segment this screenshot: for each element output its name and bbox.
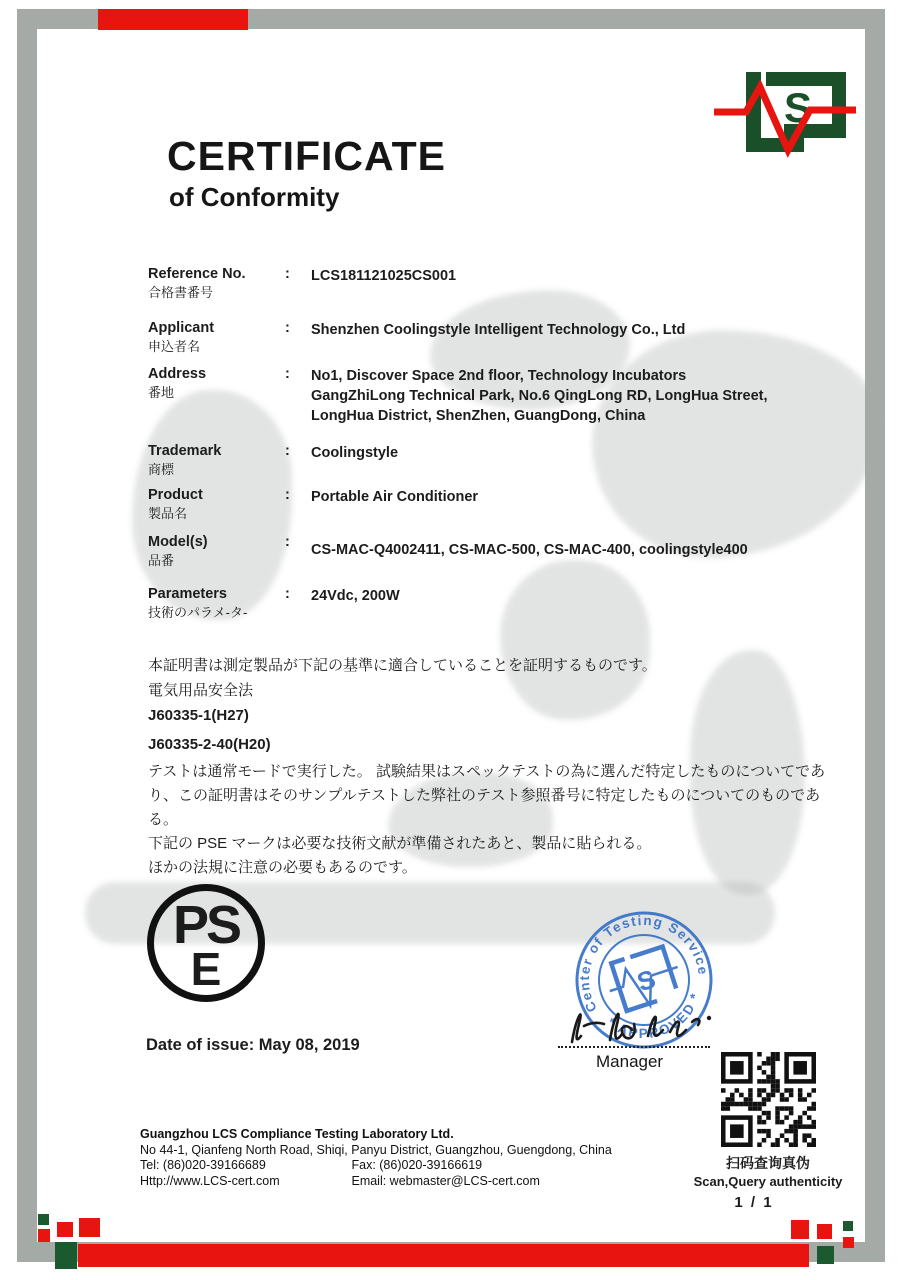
footer-web-email <box>140 1174 612 1190</box>
field-trademark <box>148 443 838 478</box>
certificate-title: CERTIFICATE <box>167 133 447 179</box>
signature-line <box>558 1046 710 1048</box>
colon: : <box>285 266 290 282</box>
field-reference <box>148 266 838 301</box>
colon: : <box>285 586 290 602</box>
statement-law: 電気用品安全法 <box>148 682 254 699</box>
colon: : <box>285 487 290 503</box>
field-label: Applicant <box>148 320 215 336</box>
field-label: Reference No. <box>148 266 246 282</box>
field-value: CS-MAC-Q4002411, CS-MAC-500, CS-MAC-400, coolingstyle400 <box>311 542 748 558</box>
standard-1: J60335-1(H27) <box>148 707 249 724</box>
field-label-jp: 製品名 <box>148 506 188 521</box>
field-value <box>311 366 838 426</box>
signer-title: Manager <box>596 1052 664 1071</box>
field-label-jp: 技術のパラメ-タ- <box>148 605 248 620</box>
field-label-jp: 申込者名 <box>148 339 201 354</box>
address-line: No1, Discover Space 2nd floor, Technology Incubators <box>311 368 687 384</box>
date-of-issue-value: May 08, 2019 <box>258 1036 360 1054</box>
footer-company: Guangzhou LCS Compliance Testing Laboratory Ltd. <box>140 1127 454 1141</box>
field-label-jp: 商標 <box>148 462 175 477</box>
qr-caption-cn: 扫码查询真伪 <box>726 1155 810 1171</box>
field-value: Shenzhen Coolingstyle Intelligent Technology Co., Ltd <box>311 322 686 338</box>
field-value: 24Vdc, 200W <box>311 588 400 604</box>
field-value: Portable Air Conditioner <box>311 489 479 505</box>
statement-certify: 本証明書は測定製品が下記の基準に適合していることを証明するものです。 <box>148 657 657 674</box>
field-value: LCS181121025CS001 <box>311 268 457 284</box>
field-value: Coolingstyle <box>311 445 399 461</box>
colon: : <box>285 534 290 550</box>
field-label-jp: 品番 <box>148 553 175 568</box>
test-notes <box>148 760 848 880</box>
qr-code <box>721 1052 816 1147</box>
field-models <box>148 534 838 569</box>
stamp-arc-top-text: Center of Testing Service <box>576 912 711 1015</box>
qr-block <box>683 1052 853 1211</box>
stamp-center-letter: S <box>633 963 660 998</box>
address-line: LongHua District, ShenZhen, GuangDong, China <box>311 408 646 424</box>
date-of-issue-label: Date of issue: <box>146 1036 255 1054</box>
footer-email: Email: webmaster@LCS-cert.com <box>351 1173 540 1188</box>
field-label: Trademark <box>148 443 222 459</box>
field-applicant <box>148 320 838 355</box>
footer-fax: Fax: (86)020-39166619 <box>351 1158 483 1172</box>
field-label: Product <box>148 487 203 503</box>
footer-lab-info <box>140 1127 612 1189</box>
field-parameters <box>148 586 838 621</box>
date-of-issue <box>146 1036 360 1055</box>
stamp-arc-bottom-text: * APPROVED * <box>604 990 704 1041</box>
field-label: Address <box>148 366 207 382</box>
note-pse: 下記の PSE マークは必要な技術文献が準備されたあと、製品に貼られる。 <box>148 835 652 852</box>
pse-mark-e: E <box>190 943 222 995</box>
lcs-logo <box>710 60 858 165</box>
field-product <box>148 487 838 522</box>
address-line: GangZhiLong Technical Park, No.6 QingLong RD, LongHua Street, <box>311 388 768 404</box>
page-indicator: 1 / 1 <box>734 1194 774 1211</box>
bottom-border-red-bar <box>78 1244 809 1267</box>
footer-tel: Tel: (86)020-39166689 <box>140 1158 266 1172</box>
field-label: Parameters <box>148 586 227 602</box>
manager-signature <box>560 998 720 1050</box>
footer-web: Http://www.LCS-cert.com <box>140 1173 280 1188</box>
standard-2: J60335-2-40(H20) <box>148 736 271 753</box>
colon: : <box>285 320 290 336</box>
field-label: Model(s) <box>148 534 208 550</box>
top-border-red-segment <box>98 9 248 30</box>
field-label-jp: 合格書番号 <box>148 285 214 300</box>
note-other: ほかの法規に注意の必要もあるのです。 <box>148 859 417 876</box>
footer-address: No 44-1, Qianfeng North Road, Shiqi, Panyu District, Guangzhou, Guengdong, China <box>140 1142 612 1157</box>
footer-tel-fax <box>140 1158 612 1174</box>
pse-mark <box>147 884 265 1002</box>
pse-mark-ps: PS <box>172 895 240 955</box>
lcs-logo-letter: S <box>783 84 813 131</box>
colon: : <box>285 366 290 382</box>
colon: : <box>285 443 290 459</box>
field-label-jp: 番地 <box>148 385 175 400</box>
field-address <box>148 366 838 426</box>
certificate-subtitle: of Conformity <box>169 182 340 212</box>
conformity-statement <box>148 653 848 728</box>
note-test: テストは通常モードで実行した。 試験結果はスペックテストの為に選んだ特定したものについてであり、この証明書はそのサンプルテストした弊社のテスト参照番号に特定したものについてのものである。 <box>148 763 826 828</box>
qr-caption-en: Scan,Query authenticity <box>693 1174 843 1189</box>
